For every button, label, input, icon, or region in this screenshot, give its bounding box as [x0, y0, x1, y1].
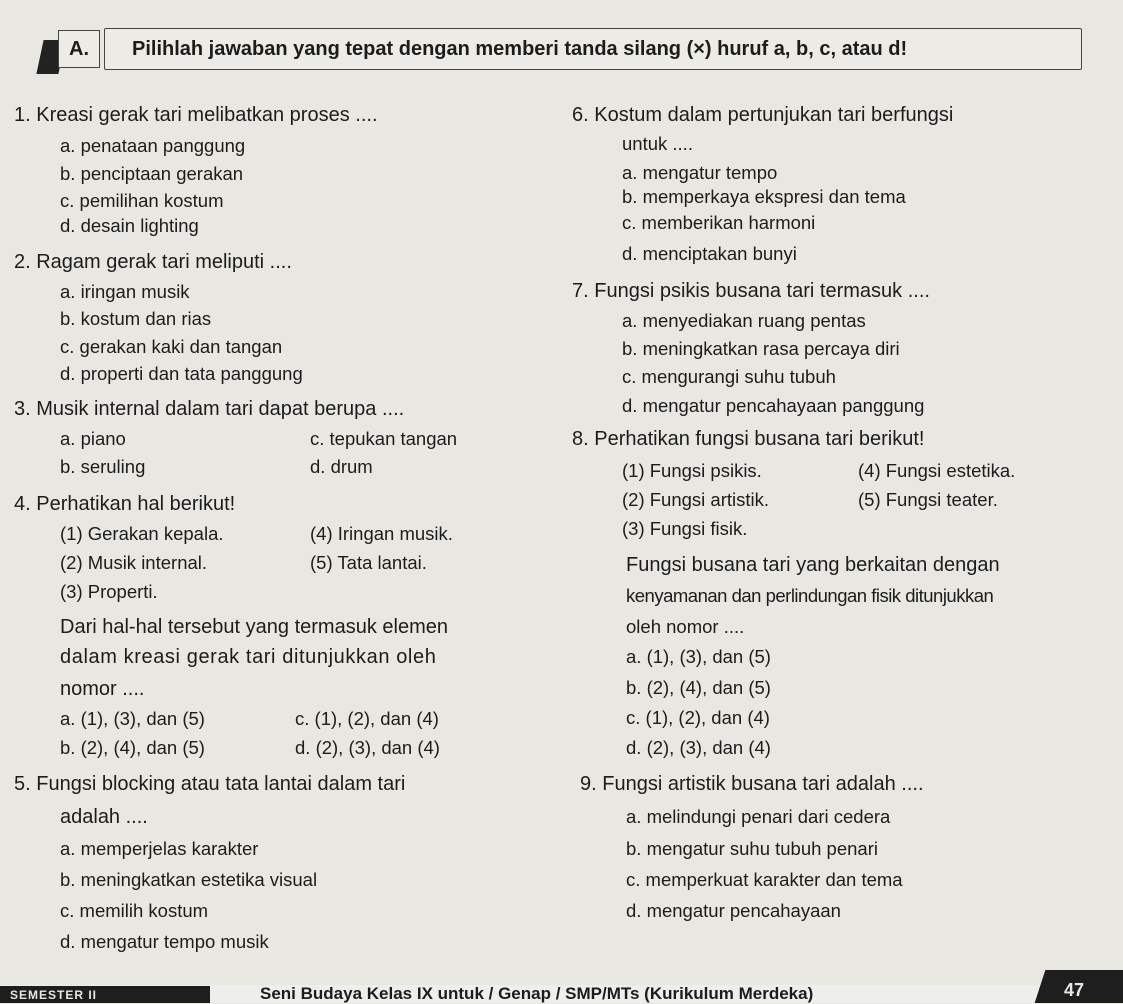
q8-item-3: (3) Fungsi fisik.: [622, 518, 748, 539]
q8-stem-line2: kenyamanan dan perlindungan fisik ditunjukkan: [626, 585, 994, 606]
q4-option-b[interactable]: b. (2), (4), dan (5): [60, 737, 205, 758]
q4-option-a[interactable]: a. (1), (3), dan (5): [60, 708, 205, 729]
q4-text: 4. Perhatikan hal berikut!: [14, 493, 236, 515]
q6-option-a[interactable]: a. mengatur tempo: [622, 162, 778, 183]
q4-item-5: (5) Tata lantai.: [310, 552, 427, 573]
q3-text: 3. Musik internal dalam tari dapat berupa ....: [14, 398, 405, 420]
footer-book-title: Seni Budaya Kelas IX untuk / Genap / SMP/MTs (Kurikulum Merdeka): [260, 984, 814, 1003]
q2-option-c[interactable]: c. gerakan kaki dan tangan: [60, 336, 283, 357]
instruction-text: Pilihlah jawaban yang tepat dengan memberi tanda silang (×) huruf a, b, c, atau d!: [132, 38, 908, 60]
q8-stem-line1: Fungsi busana tari yang berkaitan dengan: [626, 554, 1000, 576]
q8-option-a[interactable]: a. (1), (3), dan (5): [626, 646, 771, 667]
q8-item-4: (4) Fungsi estetika.: [858, 460, 1016, 481]
q3-option-d[interactable]: d. drum: [310, 456, 373, 477]
q2-option-a[interactable]: a. iringan musik: [60, 281, 190, 302]
q6-text: 6. Kostum dalam pertunjukan tari berfungsi: [572, 104, 954, 126]
q6-option-d[interactable]: d. menciptakan bunyi: [622, 243, 797, 264]
q4-item-1: (1) Gerakan kepala.: [60, 523, 224, 544]
footer-semester: SEMESTER II: [10, 988, 98, 1002]
q5-option-b[interactable]: b. meningkatkan estetika visual: [60, 869, 318, 890]
q6-text-line2: untuk ....: [622, 133, 693, 154]
q3-option-b[interactable]: b. seruling: [60, 456, 146, 477]
q7-option-a[interactable]: a. menyediakan ruang pentas: [622, 310, 866, 331]
q7-option-c[interactable]: c. mengurangi suhu tubuh: [622, 366, 836, 387]
q8-option-b[interactable]: b. (2), (4), dan (5): [626, 677, 771, 698]
q1-option-a[interactable]: a. penataan panggung: [60, 135, 246, 156]
q8-text: 8. Perhatikan fungsi busana tari berikut!: [572, 428, 925, 450]
q8-item-2: (2) Fungsi artistik.: [622, 489, 770, 510]
q4-option-d[interactable]: d. (2), (3), dan (4): [295, 737, 440, 758]
q9-option-d[interactable]: d. mengatur pencahayaan: [626, 900, 841, 921]
q2-option-d[interactable]: d. properti dan tata panggung: [60, 363, 303, 384]
q9-text: 9. Fungsi artistik busana tari adalah ....: [580, 773, 924, 795]
q2-text: 2. Ragam gerak tari meliputi ....: [14, 251, 292, 273]
q4-item-3: (3) Properti.: [60, 581, 158, 602]
q4-stem-line3: nomor ....: [60, 678, 145, 700]
q1-option-c[interactable]: c. pemilihan kostum: [60, 190, 224, 211]
q3-option-a[interactable]: a. piano: [60, 428, 126, 449]
q8-item-5: (5) Fungsi teater.: [858, 489, 998, 510]
q4-item-2: (2) Musik internal.: [60, 552, 208, 573]
q5-option-c[interactable]: c. memilih kostum: [60, 900, 209, 921]
q4-stem-line2: dalam kreasi gerak tari ditunjukkan oleh: [60, 646, 437, 668]
q5-option-d[interactable]: d. mengatur tempo musik: [60, 931, 269, 952]
footer-page-number: 47: [1064, 980, 1085, 1000]
q1-option-b[interactable]: b. penciptaan gerakan: [60, 163, 244, 184]
q3-option-c[interactable]: c. tepukan tangan: [310, 428, 458, 449]
q8-stem-line3: oleh nomor ....: [626, 616, 745, 637]
q9-option-c[interactable]: c. memperkuat karakter dan tema: [626, 869, 903, 890]
q5-option-a[interactable]: a. memperjelas karakter: [60, 838, 259, 859]
q7-option-b[interactable]: b. meningkatkan rasa percaya diri: [622, 338, 900, 359]
q1-text: 1. Kreasi gerak tari melibatkan proses ....: [14, 104, 378, 126]
q8-option-d[interactable]: d. (2), (3), dan (4): [626, 737, 771, 758]
q9-option-b[interactable]: b. mengatur suhu tubuh penari: [626, 838, 878, 859]
section-letter: A.: [58, 30, 100, 68]
q1-option-d[interactable]: d. desain lighting: [60, 215, 199, 236]
q9-option-a[interactable]: a. melindungi penari dari cedera: [626, 806, 891, 827]
q4-item-4: (4) Iringan musik.: [310, 523, 453, 544]
q2-option-b[interactable]: b. kostum dan rias: [60, 308, 212, 329]
q7-text: 7. Fungsi psikis busana tari termasuk ....: [572, 280, 930, 302]
q8-item-1: (1) Fungsi psikis.: [622, 460, 762, 481]
q6-option-c[interactable]: c. memberikan harmoni: [622, 212, 816, 233]
q5-text-line2: adalah ....: [60, 806, 148, 828]
q4-stem-line1: Dari hal-hal tersebut yang termasuk elemen: [60, 616, 448, 638]
q6-option-b[interactable]: b. memperkaya ekspresi dan tema: [622, 186, 906, 207]
q4-option-c[interactable]: c. (1), (2), dan (4): [295, 708, 439, 729]
q8-option-c[interactable]: c. (1), (2), dan (4): [626, 707, 770, 728]
q7-option-d[interactable]: d. mengatur pencahayaan panggung: [622, 395, 925, 416]
q5-text: 5. Fungsi blocking atau tata lantai dalam tari: [14, 773, 406, 795]
